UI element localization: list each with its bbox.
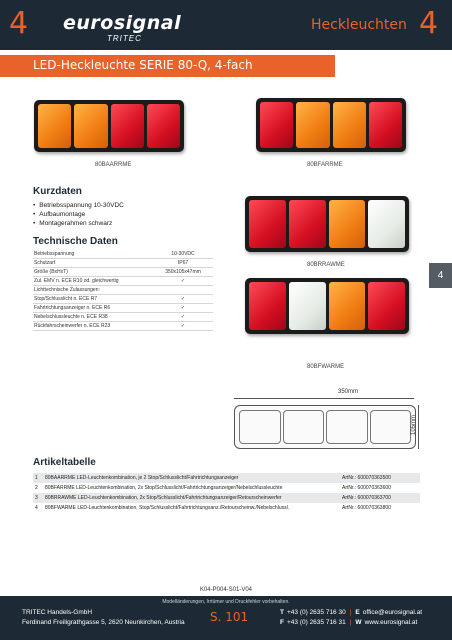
spec-label: Größe (BxHxT): [33, 268, 153, 277]
width-dimension-label: 350mm: [338, 389, 359, 395]
row-number: 2: [35, 485, 38, 491]
spec-label: Stop/Schlusslicht n. ECE R7: [33, 295, 153, 304]
lamp-cell: [111, 104, 144, 148]
artikeltabelle-heading: Artikeltabelle: [33, 457, 96, 468]
drawing-cell: [370, 410, 412, 444]
contact-block: [280, 608, 422, 628]
technische-daten-heading: Technische Daten: [33, 236, 118, 247]
table-row: [33, 322, 213, 331]
article-description: 80BRRAWME LED-Leuchtenkombination, 2x Stop/Schlusslicht/Fahrtrichtungsanzeiger/Retourscheinwerfer: [43, 493, 340, 503]
table-row: [33, 483, 420, 493]
article-table: [33, 473, 420, 513]
lamp-image-80bfwarme: [245, 278, 409, 334]
chapter-side-tab[interactable]: 4: [429, 263, 452, 288]
brand-sub: TRITEC: [107, 34, 142, 43]
page-number: S. 101: [210, 610, 249, 624]
lamp-image-80baarrme: [34, 100, 184, 152]
list-item: • Betriebsspannung 10-30VDC: [33, 201, 124, 210]
lamp-cell: [368, 282, 405, 330]
technical-data-table: [33, 250, 213, 331]
spec-label: Lichttechnische Zulassungen:: [33, 286, 153, 295]
lamp-image-80bfarrme: [256, 98, 406, 152]
spec-value: ✓: [153, 277, 213, 286]
lamp-cell: [329, 282, 366, 330]
lamp-cell: [289, 200, 326, 248]
lamp-cell: [147, 104, 180, 148]
spec-label: Nebelschlussleuchte n. ECE R38: [33, 313, 153, 322]
table-row: [33, 313, 213, 322]
spec-label: Betriebsspannung: [33, 250, 153, 259]
list-item: • Montagerahmen schwarz: [33, 219, 124, 228]
lamp-caption: 80BAARRME: [95, 162, 132, 168]
article-description: 80BFWARME LED-Leuchtenkombination, Stop/Schlusslicht/Fahrtrichtungsanz./Retourscheinw./Nebelschlussl.: [45, 505, 290, 511]
page-footer: [0, 596, 452, 640]
lamp-cell: [289, 282, 326, 330]
company-name: TRITEC Handels-GmbH: [22, 609, 93, 616]
table-row: [33, 473, 420, 483]
email-link[interactable]: office@eurosignal.at: [362, 609, 423, 616]
lamp-image-80brrawme: [245, 196, 409, 252]
lamp-cell: [329, 200, 366, 248]
article-description: 80BAARRME LED-Leuchtenkombination, je 2 Stop/Schlusslicht/Fahrtrichtungsanzeiger: [43, 473, 340, 483]
spec-value: 10-30VDC: [153, 250, 213, 259]
product-title-band: [0, 55, 335, 77]
spec-label: Schutzart: [33, 259, 153, 268]
spec-label: Fahrtrichtungsanzeiger n. ECE R6: [33, 304, 153, 313]
spec-value: ✓: [153, 322, 213, 331]
drawing-cell: [326, 410, 368, 444]
table-row: [33, 295, 213, 304]
lamp-caption: 80BFWARME: [307, 364, 345, 370]
article-number: ArtNr.: 600070363600: [342, 485, 391, 491]
lamp-cell: [296, 102, 329, 148]
spec-value: IP67: [153, 259, 213, 268]
article-description: 80BFARRME LED-Leuchtenkombination, 2x Stop/Schlusslicht/Fahrtrichtungsanzeiger/Nebelschlussleuchte: [45, 485, 283, 491]
dimension-drawing: [220, 375, 425, 455]
company-address: Ferdinand Freiligrathgasse 5, 2620 Neunkirchen, Austria: [22, 619, 185, 626]
lamp-cell: [333, 102, 366, 148]
website-link[interactable]: www.eurosignal.at: [364, 619, 418, 626]
height-dimension-label: 105mm: [411, 414, 418, 436]
article-number: ArtNr.: 600070363800: [342, 505, 391, 511]
contact-line-2: F +43 (0) 2635 716 31 | W www.eurosignal.at: [280, 619, 418, 626]
table-row: [33, 277, 213, 286]
lamp-cell: [74, 104, 107, 148]
table-row: [33, 503, 420, 513]
row-number: 3: [33, 493, 43, 503]
spec-value: 350x105x47mm: [153, 268, 213, 277]
spec-value: ✓: [153, 304, 213, 313]
kurzdaten-heading: Kurzdaten: [33, 186, 82, 197]
spec-value: ✓: [153, 295, 213, 304]
page-header: [0, 0, 452, 50]
table-row: [33, 268, 213, 277]
lamp-cell: [249, 200, 286, 248]
spec-value: [153, 286, 213, 295]
lamp-cell: [369, 102, 402, 148]
list-item: • Aufbaumontage: [33, 210, 124, 219]
lamp-caption: 80BRRAWME: [307, 262, 345, 268]
drawing-cell: [239, 410, 281, 444]
row-number: 1: [33, 473, 43, 483]
company-block: [22, 608, 185, 628]
table-row: [33, 493, 420, 503]
drawing-outline: [234, 405, 416, 449]
table-row: [33, 286, 213, 295]
lamp-cell: [368, 200, 405, 248]
chapter-number-left: 4: [9, 6, 29, 41]
table-row: [33, 259, 213, 268]
spec-label: Zul. EMV n. ECE R10 od. gleichwertig: [33, 277, 153, 286]
drawing-cell: [283, 410, 325, 444]
spec-value: ✓: [153, 313, 213, 322]
table-row: [33, 304, 213, 313]
width-dimension-line: [234, 398, 414, 399]
document-id: K04-P004-S01-V04: [199, 587, 253, 593]
lamp-cell: [38, 104, 71, 148]
contact-line-1: T +43 (0) 2635 716 30 | E office@eurosignal.at: [280, 609, 423, 616]
height-dimension-line: [418, 405, 419, 449]
table-row: [33, 250, 213, 259]
product-title: LED-Heckleuchte SERIE 80-Q, 4-fach: [33, 58, 253, 72]
disclaimer: Modelländerungen, Irrtümer und Druckfehler vorbehalten.: [162, 599, 290, 605]
eurosignal-logo: [63, 12, 193, 46]
phone-number: +43 (0) 2635 716 30: [286, 609, 346, 616]
article-number: ArtNr.: 600070363700: [340, 493, 420, 503]
brand-name: eurosignal: [63, 12, 182, 34]
spec-label: Rückfahrscheinwerfer n. ECE R23: [33, 322, 153, 331]
fax-number: +43 (0) 2635 716 31: [286, 619, 346, 626]
kurzdaten-list: [33, 201, 124, 228]
lamp-cell: [249, 282, 286, 330]
row-number: 4: [35, 505, 38, 511]
chapter-number-right: 4: [419, 6, 439, 41]
article-number: ArtNr.: 600070363500: [340, 473, 420, 483]
section-title: Heckleuchten: [311, 17, 407, 33]
lamp-cell: [260, 102, 293, 148]
lamp-caption: 80BFARRME: [307, 162, 343, 168]
